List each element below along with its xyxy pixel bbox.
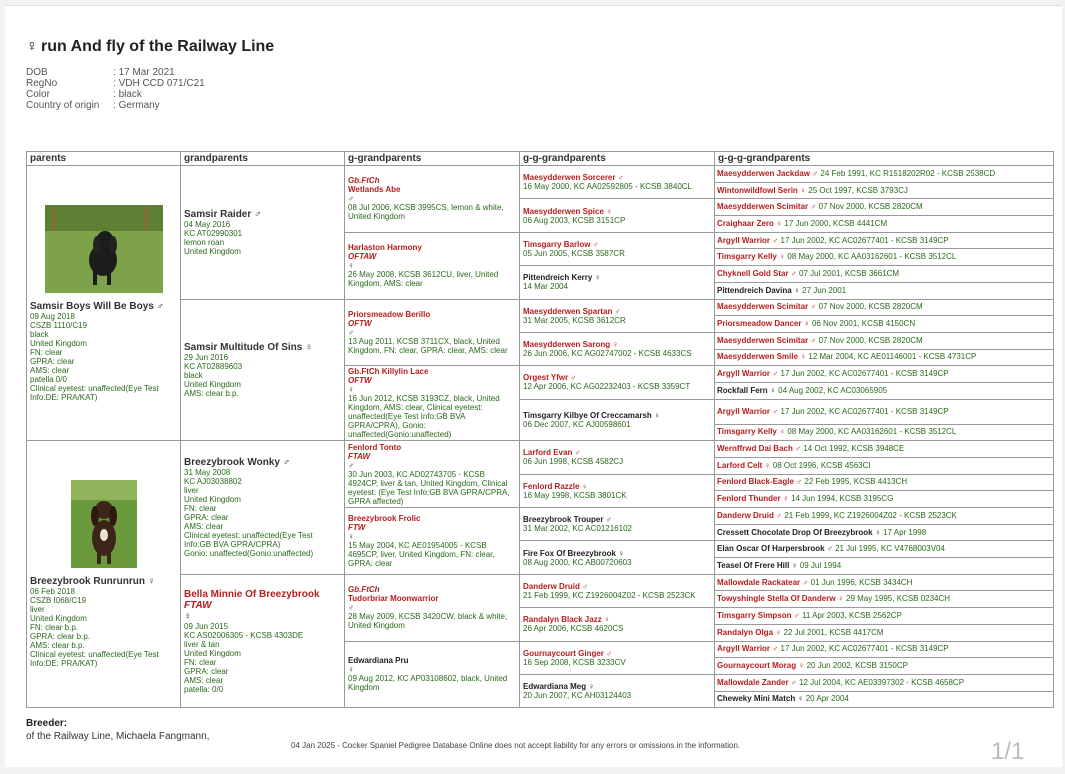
dog-name[interactable]: Edwardiana Meg ♀ [523,682,595,692]
info-row: Country of origin : Germany [26,100,205,111]
detail-line: United Kingdom [184,648,241,658]
detail-line: liver & tan [184,639,220,649]
detail-line: 30 Jun 2003, KC AD02743705 - KCSB 4924CP, liver & tan, United Kingdom, Clinical eyetest: (Eye Test Info:GB BVA GPRA/CPRA, GPRA affected) [348,469,510,506]
g-grandparent-cell [345,232,520,299]
g-g-g-grandparent-cell [715,424,1054,441]
g-g-g-grandparent-cell [715,574,1054,591]
dog-name[interactable]: Fenlord Black-Eagle ♂ [717,477,803,487]
breeder-label: Breeder: [26,718,68,729]
detail-line: KC AS02006305 - KCSB 4303DE [184,630,304,640]
g-g-grandparent-cell [520,608,715,641]
detail-line: GPRA: clear [184,513,229,522]
title-prefix: Gb.FtCh [348,585,380,595]
detail-line: FN: clear [184,657,217,667]
dog-name[interactable]: Maesydderwen Sorcerer ♂ [523,173,624,183]
g-g-g-grandparent-cell [715,232,1054,249]
dog-name[interactable]: Fenlord Thunder ♀ [717,494,789,504]
dog-name[interactable]: Craighaar Zero ♀ [717,218,783,228]
detail-line: 22 Feb 1995, KCSB 4413CH [804,477,908,487]
g-g-grandparent-cell [520,366,715,399]
header-g-g-grandparents: g-g-grandparents [520,152,715,166]
detail-line: GPRA: clear b.p. [30,632,91,642]
g-g-grandparent-cell [520,232,715,265]
g-g-g-grandparent-cell [715,316,1054,333]
detail-line: CSZB I068/C19 [30,596,87,606]
detail-line: 17 Jun 2000, KCSB 4441CM [784,218,888,228]
detail-line: 13 Aug 2011, KCSB 3711CX, black, United Kingdom, FN: clear, GPRA: clear, AMS: clear [348,336,508,355]
dog-name[interactable]: Rockfall Fern ♀ [717,385,776,395]
g-g-g-grandparent-cell [715,674,1054,691]
g-g-g-grandparent-cell [715,508,1054,525]
detail-line: 08 Jul 2006, KCSB 3995CS, lemon & white, United Kingdom [348,203,504,222]
dog-name[interactable]: Fenlord Tonto FTAW ♂ [348,443,516,470]
g-g-g-grandparent-cell [715,608,1054,625]
detail-line: United Kingdom [30,338,87,348]
g-g-grandparent-cell [520,508,715,541]
g-grandparent-cell [345,366,520,441]
pedigree-page [5,5,1062,767]
detail-line: 26 Jun 2006, KC AG02747002 - KCSB 4633CS [523,349,692,359]
dog-name[interactable]: Fire Fox Of Breezybrook ♀ [523,548,625,558]
g-g-g-grandparent-cell [715,282,1054,299]
detail-line: 11 Apr 2003, KCSB 2562CP [802,610,902,620]
detail-line: 17 Apr 1998 [883,527,927,537]
title-prefix: Gb.FtCh [348,176,380,186]
sex-icon: ♀ [184,610,192,622]
parent-cell [27,166,181,441]
detail-line: 26 May 2008, KCSB 3612CU, liver, United Kingdom, AMS: clear [348,270,499,289]
sex-icon: ♂ [348,460,354,470]
table-row [27,166,1054,183]
dog-name[interactable]: Argyll Warrior ♂ [717,235,779,245]
detail-line: 09 Jul 1994 [799,560,842,570]
g-g-grandparent-cell [520,299,715,332]
detail-line: GPRA: clear [30,356,75,366]
dog-name[interactable]: Timsgarry Simpson ♂ [717,610,800,620]
detail-line: CSZB 1110/C19 [30,320,88,330]
detail-line: 21 Feb 1999, KC Z1926004Z02 - KCSB 2523CK [523,590,696,600]
parent-cell [27,441,181,708]
title-badge: OFTW [348,376,372,386]
dog-name[interactable]: Mallowdale Rackatear ♂ [717,577,809,587]
grandparent-cell [181,166,345,300]
breeder-value: of the Railway Line, Michaela Fangmann, [26,731,210,742]
g-g-g-grandparent-cell [715,249,1054,266]
detail-line: 09 Jun 2015 [184,621,229,631]
dog-name[interactable]: Pittendreich Kerry ♀ [523,273,601,283]
detail-line: 24 Feb 1991, KC R1518202R02 - KCSB 2538CD [820,168,996,178]
dog-name[interactable]: Timsgarry Kelly ♀ [717,252,786,262]
detail-line: 08 May 2000, KC AA03162601 - KCSB 3512CL [787,252,957,262]
header-g-g-g-grandparents: g-g-g-grandparents [715,152,1054,166]
g-g-g-grandparent-cell [715,182,1054,199]
detail-line: 16 Sep 2008, KCSB 3233CV [523,657,626,667]
g-g-g-grandparent-cell [715,382,1054,399]
dog-name[interactable]: Chyknell Gold Star ♂ [717,268,797,278]
g-g-g-grandparent-cell [715,558,1054,575]
header-grandparents: grandparents [181,152,345,166]
detail-line: 06 Dec 2007, KC AJ00598601 [523,419,631,429]
g-grandparent-cell [345,508,520,575]
g-grandparent-cell [345,641,520,708]
detail-line: 29 Jun 2016 [184,352,229,362]
dog-name[interactable]: Bella Minnie Of Breezybrook FTAW ♀ [184,589,341,622]
grandparent-cell [181,441,345,575]
detail-line: FN: clear [184,504,217,513]
detail-line: 06 Feb 2018 [30,587,75,597]
dog-name[interactable]: Danderw Druid ♂ [523,581,589,591]
dog-name[interactable]: Breezybrook Runrunrun ♀ [30,576,156,588]
female-icon: ♀ [26,38,38,55]
dog-name: run And fly of the Railway Line [41,38,275,55]
detail-line: 16 May 2000, KC AA02592805 - KCSB 3840CL [523,182,692,192]
g-g-g-grandparent-cell [715,658,1054,675]
detail-line: 16 Jun 2012, KCSB 3193CZ, black, United Kingdom, AMS: clear, Clinical eyetest: unaffected(Eye Test Info:GB BVA GPRA/CPRA), Gonio: unaffected(Gonio:unaffected) [348,394,500,440]
g-g-g-grandparent-cell [715,366,1054,383]
title-badge: FTAW [184,599,212,611]
info-row: Color : black [26,89,205,100]
g-g-grandparent-cell [520,574,715,607]
g-grandparent-cell [345,299,520,366]
dog-name[interactable]: Cressett Chocolate Drop Of Breezybrook ♀ [717,527,881,537]
g-g-g-grandparent-cell [715,524,1054,541]
detail-line: patella: 0/0 [184,684,224,694]
sex-icon: ♂ [348,327,354,337]
detail-line: United Kingdom [184,495,241,504]
g-g-grandparent-cell [520,441,715,474]
detail-line: 12 Apr 2006, KC AG02232403 - KCSB 3359CT [523,382,691,392]
dog-name[interactable]: Wernffrwd Dai Bach ♂ [717,444,802,454]
detail-line: 12 Jul 2004, KC AE03397302 - KCSB 4658CP [799,677,965,687]
detail-line: 26 Apr 2006, KCSB 4620CS [523,624,624,634]
detail-line: 08 Aug 2000, KC AB00720603 [523,557,632,567]
dog-name[interactable]: Argyll Warrior ♂ [717,406,779,416]
detail-line: 25 Oct 1997, KCSB 3793CJ [808,185,908,195]
g-g-g-grandparent-cell [715,216,1054,233]
g-g-g-grandparent-cell [715,349,1054,366]
detail-line: 14 Oct 1992, KCSB 3948CE [803,444,905,454]
dog-name[interactable]: Teasel Of Frere Hill ♀ [717,560,798,570]
detail-line: 09 Aug 2012, KC AP03108602, black, United Kingdom [348,674,508,693]
detail-line: Clinical eyetest: unaffected(Eye Test Info:DE: PRA/KAT) [30,383,159,402]
dog-name[interactable]: Maesydderwen Spice ♀ [523,206,613,216]
page-number: 1/1 [991,738,1025,765]
footer-disclaimer: 04 Jan 2025 - Cocker Spaniel Pedigree Database Online does not accept liability for any errors or omissions in the information. [291,741,741,750]
detail-line: 27 Jun 2001 [802,285,847,295]
detail-line: 17 Jun 2002, KC AC02677401 - KCSB 3149CP [780,644,949,654]
dog-name[interactable]: Gb.FtCh Wetlands Abe ♂ [348,176,516,203]
dog-name[interactable]: Wintonwildfowl Serin ♀ [717,185,807,195]
detail-line: 05 Jun 2005, KCSB 3587CR [523,248,625,258]
g-g-g-grandparent-cell [715,624,1054,641]
dog-name[interactable]: Timsgarry Kilbye Of Creccamarsh ♀ [523,410,661,420]
detail-line: 07 Nov 2000, KCSB 2820CM [818,202,923,212]
dog-name[interactable]: Samsir Boys Will Be Boys ♂ [30,300,165,312]
dog-name[interactable]: Gournaycourt Ginger ♂ [523,648,613,658]
g-g-g-grandparent-cell [715,199,1054,216]
sex-icon: ♂ [348,603,354,613]
g-g-g-grandparent-cell [715,399,1054,424]
dog-name[interactable]: Argyll Warrior ♂ [717,369,779,379]
detail-line: 28 May 2009, KCSB 3420CW, black & white, United Kingdom [348,612,508,631]
title-badge: FTW [348,522,366,532]
g-g-grandparent-cell [520,641,715,674]
detail-line: GPRA: clear [184,666,229,676]
dog-name[interactable]: Maesydderwen Smile ♀ [717,352,807,362]
detail-line: AMS: clear [184,675,224,685]
detail-line: 04 May 2016 [184,219,231,229]
detail-line: 07 Nov 2000, KCSB 2820CM [818,335,923,345]
dog-name[interactable]: Maesydderwen Scimitar ♂ [717,335,817,345]
detail-line: AMS: clear b.p. [184,388,239,398]
dog-name[interactable]: Danderw Druid ♂ [717,510,783,520]
title-badge: FTAW [348,451,371,461]
dog-name[interactable]: Larford Evan ♂ [523,448,581,458]
dog-name[interactable]: Mallowdale Zander ♂ [717,677,797,687]
g-g-grandparent-cell [520,399,715,441]
grandparent-cell [181,299,345,441]
g-g-grandparent-cell [520,474,715,507]
g-g-g-grandparent-cell [715,441,1054,458]
grandparent-cell [181,574,345,708]
g-grandparent-cell [345,441,520,508]
detail-line: 06 Nov 2001, KCSB 4150CN [811,319,916,329]
detail-line: 07 Jul 2001, KCSB 3661CM [799,268,900,278]
dog-name[interactable]: Priorsmeadow Berillo OFTW ♂ [348,310,516,337]
dog-name[interactable]: Edwardiana Pru ♀ [348,656,516,674]
detail-line: 29 May 1995, KCSB 0234CH [846,594,951,604]
dog-name[interactable]: Maesydderwen Scimitar ♂ [717,202,817,212]
page-title [26,38,274,56]
table-row [27,574,1054,591]
info-row: DOB : 17 Mar 2021 [26,67,205,78]
detail-line: 20 Jun 2007, KC AH03124403 [523,691,632,701]
detail-line: Gonio: unaffected(Gonio:unaffected) [184,549,314,558]
g-g-g-grandparent-cell [715,691,1054,708]
dog-name[interactable]: Samsir Multitude Of Sins ♀ [184,341,313,353]
detail-line: 01 Jun 1996, KCSB 3434CH [810,577,913,587]
g-g-g-grandparent-cell [715,457,1054,474]
sex-icon: ♀ [348,531,354,541]
detail-line: KC AJ03038802 [184,477,242,486]
pedigree-table [26,151,1054,708]
detail-line: KC AT02889603 [184,361,243,371]
detail-line: liver [30,605,45,615]
detail-line: Clinical eyetest: unaffected(Eye Test Info:DE: PRA/KAT) [30,650,159,669]
dog-name[interactable]: Breezybrook Frolic FTW ♀ [348,514,516,541]
dog-name[interactable]: Maesydderwen Jackdaw ♂ [717,168,819,178]
detail-line: United Kingdom [184,246,241,256]
detail-line: lemon roan [184,237,225,247]
sex-icon: ♀ [348,261,354,271]
detail-line: patella 0/0 [30,374,67,384]
g-g-g-grandparent-cell [715,474,1054,491]
detail-line: 17 Jun 2002, KC AC02677401 - KCSB 3149CP [780,235,949,245]
g-g-grandparent-cell [520,166,715,199]
g-g-g-grandparent-cell [715,591,1054,608]
dog-name[interactable]: Randalyn Olga ♀ [717,627,782,637]
dog-name[interactable]: Fenlord Razzle ♀ [523,481,588,491]
breeder-section [26,717,209,743]
detail-line: 12 Mar 2004, KC AE01146001 - KCSB 4731CP [808,352,977,362]
detail-line: KC AT02990301 [184,228,243,238]
detail-line: 31 Mar 2002, KC AC01216102 [523,524,632,534]
g-g-g-grandparent-cell [715,332,1054,349]
detail-line: 21 Jul 1995, KC V4768003V04 [835,544,945,554]
dog-name[interactable]: Gb.FtCh Tudorbriar Moonwarrior ♂ [348,585,516,612]
dog-photo-liver [71,480,137,568]
dog-info [26,67,205,111]
detail-line: 21 Feb 1999, KC Z1926004Z02 - KCSB 2523CK [784,510,957,520]
g-g-grandparent-cell [520,674,715,707]
g-g-g-grandparent-cell [715,166,1054,183]
sex-icon: ♂ [348,194,354,204]
dog-name[interactable]: Argyll Warrior ♂ [717,644,779,654]
detail-line: liver [184,486,199,495]
detail-line: 22 Jul 2001, KCSB 4417CM [783,627,884,637]
detail-line: 31 May 2008 [184,468,231,477]
dog-name[interactable]: Cheweky Mini Match ♀ [717,694,804,704]
table-row [27,299,1054,316]
detail-line: black [30,329,49,339]
title-badge: OFTW [348,318,372,328]
dog-name[interactable]: Pittendreich Davina ♀ [717,285,800,295]
dog-name[interactable]: Maesydderwen Spartan ♂ [523,306,621,316]
detail-line: 06 Aug 2003, KCSB 3151CP [523,215,626,225]
dog-photo-black [45,205,163,293]
detail-line: 07 Nov 2000, KCSB 2820CM [818,302,923,312]
dog-name[interactable]: Breezybrook Trouper ♂ [523,515,612,525]
dog-name[interactable]: Gournaycourt Morag ♀ [717,661,805,671]
dog-name[interactable]: Towyshingle Stella Of Danderw ♀ [717,594,844,604]
dog-name[interactable]: Randalyn Black Jazz ♀ [523,615,610,625]
dog-name[interactable]: Gb.FtCh Killylin Lace OFTW ♀ [348,367,516,394]
detail-line: 16 May 1998, KCSB 3801CK [523,490,627,500]
g-grandparent-cell [345,166,520,233]
dog-name[interactable]: Samsir Raider ♂ [184,208,262,220]
header-parents: parents [27,152,181,166]
sex-icon: ♀ [348,665,354,675]
dog-name[interactable]: Harlaston Harmony OFTAW ♀ [348,243,516,270]
detail-line: 06 Jun 1998, KCSB 4582CJ [523,457,624,467]
detail-line: FN: clear b.p. [30,623,79,633]
detail-line: 04 Aug 2002, KC AC03065905 [778,385,888,395]
dog-name[interactable]: Maesydderwen Scimitar ♂ [717,302,817,312]
dog-name[interactable]: Orgest Yfwr ♂ [523,373,577,383]
g-g-grandparent-cell [520,541,715,574]
g-g-g-grandparent-cell [715,541,1054,558]
table-row [27,441,1054,458]
dog-name[interactable]: Priorsmeadow Dancer ♀ [717,319,810,329]
g-g-g-grandparent-cell [715,299,1054,316]
dog-name[interactable]: Breezybrook Wonky ♂ [184,457,291,468]
title-badge: OFTAW [348,252,377,262]
g-g-grandparent-cell [520,199,715,232]
dog-name[interactable]: Elan Oscar Of Harpersbrook ♂ [717,544,833,554]
detail-line: 17 Jun 2002, KC AC02677401 - KCSB 3149CP [780,406,949,416]
detail-line: black [184,370,203,380]
g-grandparent-cell [345,574,520,641]
g-g-g-grandparent-cell [715,491,1054,508]
detail-line: United Kingdom [184,379,241,389]
detail-line: AMS: clear [30,365,70,375]
detail-line: 14 Jun 1994, KCSB 3195CG [791,494,894,504]
g-g-grandparent-cell [520,332,715,365]
detail-line: AMS: clear [184,522,224,531]
detail-line: FN: clear [30,347,63,357]
header-g-grandparents: g-grandparents [345,152,520,166]
detail-line: 20 Apr 2004 [805,694,849,704]
dog-name[interactable]: Timsgarry Barlow ♂ [523,239,599,249]
detail-line: 14 Mar 2004 [523,282,568,292]
g-g-g-grandparent-cell [715,266,1054,283]
g-g-g-grandparent-cell [715,641,1054,658]
dog-name[interactable]: Larford Celt ♀ [717,460,771,470]
detail-line: Clinical eyetest: unaffected(Eye Test Info:GB BVA GPRA/CPRA) [184,531,313,549]
info-row: RegNo : VDH CCD 071/C21 [26,78,205,89]
detail-line: 08 May 2000, KC AA03162601 - KCSB 3512CL [787,427,957,437]
sex-icon: ♀ [348,385,354,395]
g-g-grandparent-cell [520,266,715,299]
detail-line: 20 Jun 2002, KCSB 3150CP [806,661,908,671]
detail-line: 31 Mar 2005, KCSB 3612CR [523,315,626,325]
dog-name[interactable]: Maesydderwen Sarong ♀ [523,340,619,350]
detail-line: 17 Jun 2002, KC AC02677401 - KCSB 3149CP [780,369,949,379]
dog-name[interactable]: Timsgarry Kelly ♀ [717,427,786,437]
detail-line: United Kingdom [30,614,87,624]
detail-line: 08 Oct 1996, KCSB 4563CI [772,460,871,470]
detail-line: AMS: clear b.p. [30,641,85,651]
detail-line: 09 Aug 2018 [30,311,75,321]
detail-line: 15 May 2004, KC AE01954005 - KCSB 4695CP, liver, United Kingdom, FN: clear, GPRA: clear [348,540,495,568]
